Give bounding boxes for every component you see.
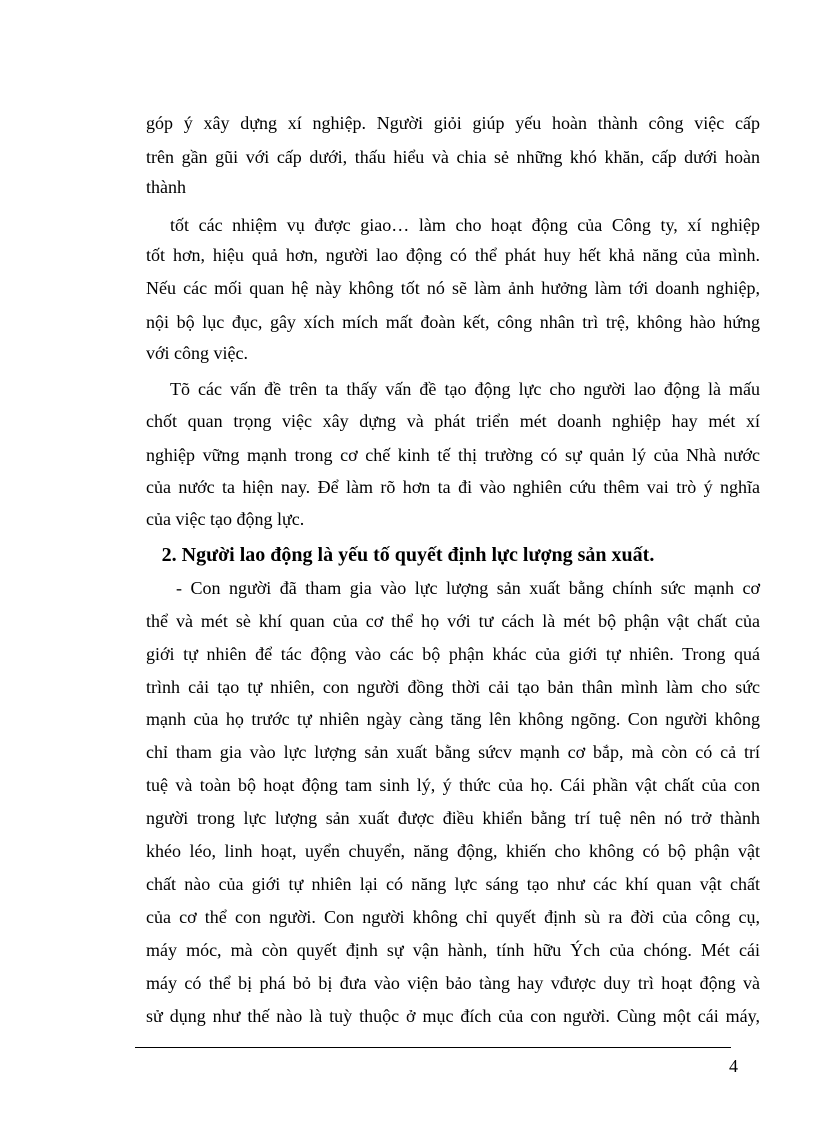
text-line: Nếu các mối quan hệ này không tốt nó sẽ làm ảnh hưởng làm tới doanh nghiệp, [146, 278, 760, 298]
text-line: với công việc. [146, 343, 248, 363]
text-line: Tõ các vấn đề trên ta thấy vấn đề tạo động lực cho người lao động là mấu [170, 379, 760, 399]
text-line: của việc tạo động lực. [146, 509, 305, 529]
text-line: khéo léo, linh hoạt, uyển chuyển, năng động, khiến cho không có bộ phận vật [146, 841, 760, 861]
text-line: của nước ta hiện nay. Để làm rõ hơn ta đi vào nghiên cứu thêm vai trò ý nghĩa [146, 477, 760, 497]
text-line: máy có thể bị phá bỏ bị đưa vào viện bảo tàng hay vđược duy trì hoạt động và [146, 973, 760, 993]
text-line: mạnh của họ trước tự nhiên ngày càng tăng lên không ngõng. Con người không [146, 709, 760, 729]
text-line: tốt các nhiệm vụ được giao… làm cho hoạt động của Công ty, xí nghiệp [170, 215, 760, 235]
text-line: chất nào của giới tự nhiên lại có năng lực sáng tạo như các khí quan vật chất [146, 874, 760, 894]
text-line: trên gần gũi với cấp dưới, thấu hiểu và chia sẻ những khó khăn, cấp dưới hoàn [146, 147, 760, 167]
text-line: nghiệp vững mạnh trong cơ chế kinh tế thị trường có sự quản lý của Nhà nước [146, 445, 760, 465]
text-line: của cơ thể con người. Con người không chỉ quyết định sù ra đời của công cụ, [146, 907, 760, 927]
text-line: tuệ và toàn bộ hoạt động tam sinh lý, ý thức của họ. Cái phần vật chất của con [146, 775, 760, 795]
text-line: nội bộ lục đục, gây xích mích mất đoàn kết, công nhân trì trệ, không hào hứng [146, 312, 760, 332]
text-line: người trong lực lượng sản xuất được điều khiển bằng trí tuệ nên nó trở thành [146, 808, 760, 828]
text-line: thể và mét sè khí quan của cơ thể họ với tư cách là mét bộ phận vật chất của [146, 611, 760, 631]
text-line: - Con người đã tham gia vào lực lượng sản xuất bằng chính sức mạnh cơ [176, 578, 760, 598]
text-line: chỉ tham gia vào lực lượng sản xuất bằng sứcv mạnh cơ bắp, mà còn có cả trí [146, 742, 760, 762]
text-line: thành [146, 177, 186, 197]
footer-divider [135, 1047, 731, 1048]
text-line: chốt quan trọng việc xây dựng và phát triển mét doanh nghiệp hay mét xí [146, 411, 760, 431]
section-heading: 2. Người lao động là yếu tố quyết định lực lượng sản xuất. [161, 544, 655, 566]
text-line: sử dụng như thế nào là tuỳ thuộc ở mục đích của con người. Cùng một cái máy, [146, 1006, 760, 1026]
text-line: góp ý xây dựng xí nghiệp. Người giỏi giúp yếu hoàn thành công việc cấp [146, 113, 760, 133]
text-line: tốt hơn, hiệu quả hơn, người lao động có thể phát huy hết khả năng của mình. [146, 245, 760, 265]
text-line: giới tự nhiên để tác động vào các bộ phận khác của giới tự nhiên. Trong quá [146, 644, 760, 664]
text-line: máy móc, mà còn quyết định sự vận hành, tính hữu Ých của chóng. Mét cái [146, 940, 760, 960]
text-line: trình cải tạo tự nhiên, con người đồng thời cải tạo bản thân mình làm cho sức [146, 677, 760, 697]
page-number: 4 [729, 1056, 738, 1076]
